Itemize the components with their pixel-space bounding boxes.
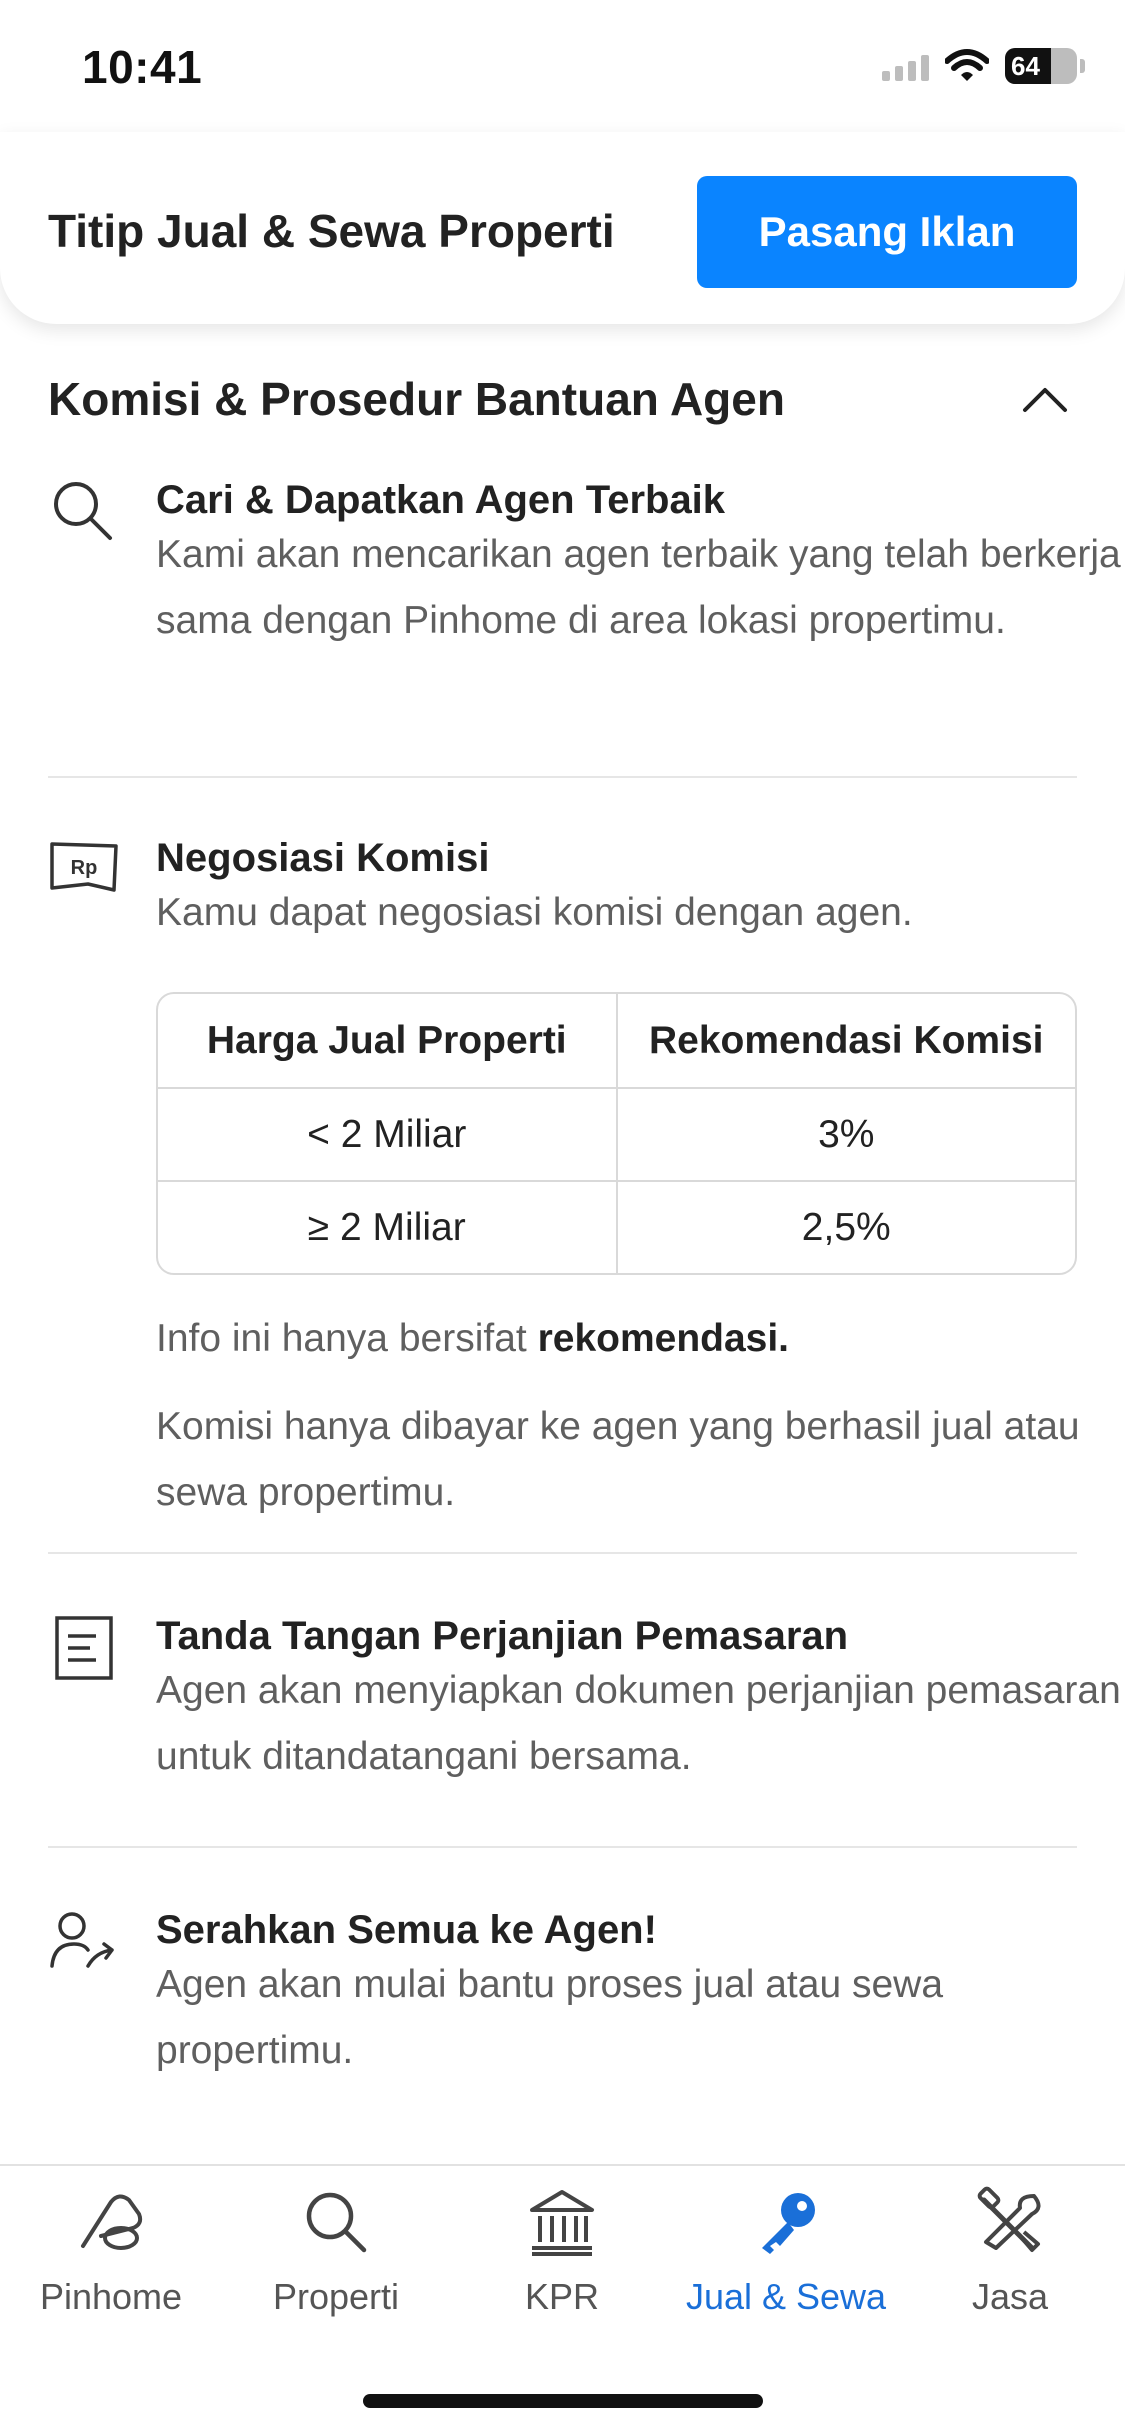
step-description: Agen akan menyiapkan dokumen perjanjian pemasaran untuk ditandatangani bersama. (156, 1669, 1121, 1778)
nav-item-pinhome[interactable] (1, 2186, 221, 2318)
table-row (158, 1180, 1075, 1273)
table-cell: ≥ 2 Miliar (307, 1205, 466, 1249)
status-time: 10:41 (82, 41, 203, 93)
step-sign-agreement (48, 1612, 1121, 1812)
recommendation-note (156, 1306, 1125, 1372)
step-find-agent (48, 476, 1121, 736)
step-title: Tanda Tangan Perjanjian Pemasaran (156, 1614, 849, 1658)
table-cell: 2,5% (616, 1182, 1076, 1273)
step-title: Cari & Dapatkan Agen Terbaik (156, 478, 726, 522)
pinhome-logo-icon (75, 2186, 147, 2258)
home-indicator (363, 2394, 763, 2408)
battery-level: 64 (1011, 50, 1040, 81)
note-emphasis: rekomendasi. (537, 1317, 790, 1360)
document-icon (48, 1612, 120, 1684)
table-row (158, 1087, 1075, 1180)
search-icon (300, 2186, 372, 2258)
chevron-up-icon[interactable] (1021, 384, 1069, 414)
divider (48, 1552, 1077, 1554)
nav-label: Jasa (971, 2276, 1049, 2317)
table-cell: 3% (616, 1089, 1076, 1180)
key-icon (750, 2186, 822, 2258)
nav-label: Pinhome (39, 2276, 183, 2317)
page-title: Titip Jual & Sewa Properti (48, 205, 615, 257)
step-title: Negosiasi Komisi (156, 836, 490, 880)
step-description: Kami akan mencarikan agen terbaik yang telah berkerja sama dengan Pinhome di area lokasi propertimu. (156, 533, 1121, 642)
nav-item-jual-sewa[interactable] (676, 2186, 896, 2318)
bank-icon (526, 2186, 598, 2258)
pasang-iklan-button[interactable]: Pasang Iklan (697, 176, 1077, 288)
divider (48, 776, 1077, 778)
status-bar (0, 0, 1125, 132)
svg-text:Rp: Rp (70, 857, 98, 879)
step-negotiate-commission (48, 834, 1077, 934)
nav-label: Jual & Sewa (685, 2276, 887, 2317)
search-icon (48, 476, 120, 548)
user-handover-icon (48, 1906, 120, 1978)
header-bar (0, 132, 1125, 324)
section-title: Komisi & Prosedur Bantuan Agen (48, 373, 785, 425)
nav-label: Properti (272, 2276, 400, 2317)
status-indicators (882, 48, 1085, 84)
note-text: Info ini hanya bersifat (156, 1317, 538, 1360)
table-header-row (158, 994, 1075, 1087)
step-title: Serahkan Semua ke Agen! (156, 1908, 657, 1952)
table-header-cell: Rekomendasi Komisi (616, 994, 1076, 1087)
cellular-signal-icon (882, 51, 929, 81)
tools-icon (974, 2186, 1046, 2258)
nav-item-kpr[interactable] (452, 2186, 672, 2318)
nav-item-properti[interactable] (226, 2186, 446, 2318)
divider (48, 1846, 1077, 1848)
step-description: Agen akan mulai bantu proses jual atau sewa propertimu. (156, 1963, 944, 2072)
battery-icon (1005, 48, 1077, 84)
step-description: Kamu dapat negosiasi komisi dengan agen. (156, 891, 913, 934)
nav-label: KPR (524, 2276, 600, 2317)
table-cell: < 2 Miliar (307, 1112, 467, 1156)
commission-table (156, 992, 1077, 1275)
commission-payment-note: Komisi hanya dibayar ke agen yang berhasil jual atau sewa propertimu. (156, 1405, 1080, 1514)
wifi-icon (945, 49, 989, 83)
table-header-cell: Harga Jual Properti (206, 1018, 567, 1062)
step-handover-agent (48, 1906, 1077, 2106)
nav-item-jasa[interactable] (900, 2186, 1120, 2318)
rupiah-note-icon (48, 834, 120, 906)
